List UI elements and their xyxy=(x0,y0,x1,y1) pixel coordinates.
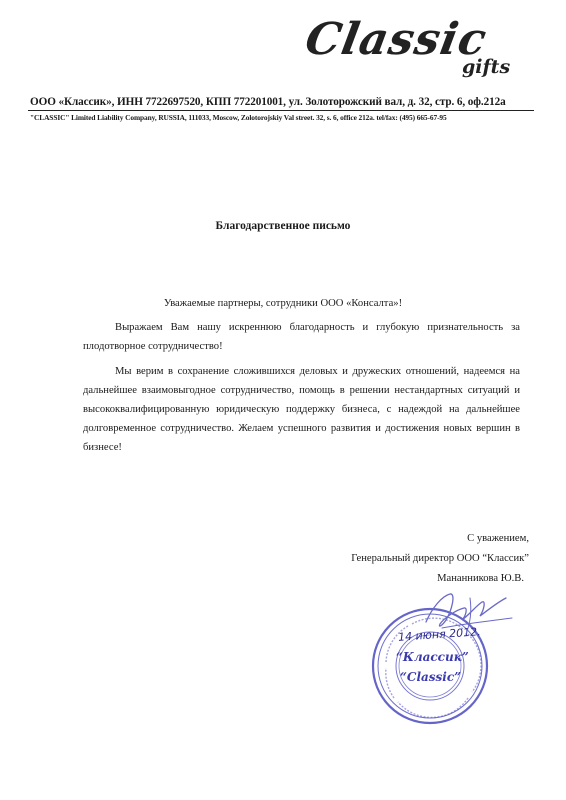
logo-sub-text: gifts xyxy=(462,56,511,78)
letter-closing: С уважением, xyxy=(467,533,529,544)
stamp-handwritten-date: 14 июня 2012. xyxy=(397,625,482,644)
letter-paragraph: Мы верим в сохранение сложившихся деловых и дружеских отношений, надеемся на дальнейшее взаимовыгодное сотрудничество, помощь в решении нестандартных ситуаций и высококвалифицированную юридическую поддержку бизнеса, с надеждой на дальнейшее долговременное сотрудничество. Желаем успешного развития и достижения новых вершин в бизнесе! xyxy=(83,366,520,453)
letterhead-requisites-en: "CLASSIC" Limited Liability Company, RUSSIA, 111033, Moscow, Zolotorojskiy Val street. 32, s. 6, office 212a. tel/fax: (495) 665-67-95 xyxy=(30,113,447,122)
signer-title: Генеральный директор ООО “Классик” xyxy=(351,553,529,564)
signer-name: Мананникова Ю.В. xyxy=(437,573,524,584)
stamp-name-ru: “Классик” xyxy=(396,650,469,664)
letter-title: Благодарственное письмо xyxy=(215,220,351,232)
company-logo xyxy=(300,10,530,90)
letterhead-divider xyxy=(28,110,534,111)
stamp-name-en: “Classic” xyxy=(400,670,462,684)
logo-main-text: Classic xyxy=(301,14,491,65)
letter-greeting: Уважаемые партнеры, сотрудники ООО «Консалта»! xyxy=(163,298,403,309)
handwritten-signature xyxy=(412,588,522,648)
letter-paragraph: Выражаем Вам нашу искреннюю благодарность и глубокую признательность за плодотворное сотрудничество! xyxy=(83,322,520,352)
letterhead-requisites-ru: ООО «Классик», ИНН 7722697520, КПП 772201001, ул. Золоторожский вал, д. 32, стр. 6, оф.212а xyxy=(30,96,506,108)
